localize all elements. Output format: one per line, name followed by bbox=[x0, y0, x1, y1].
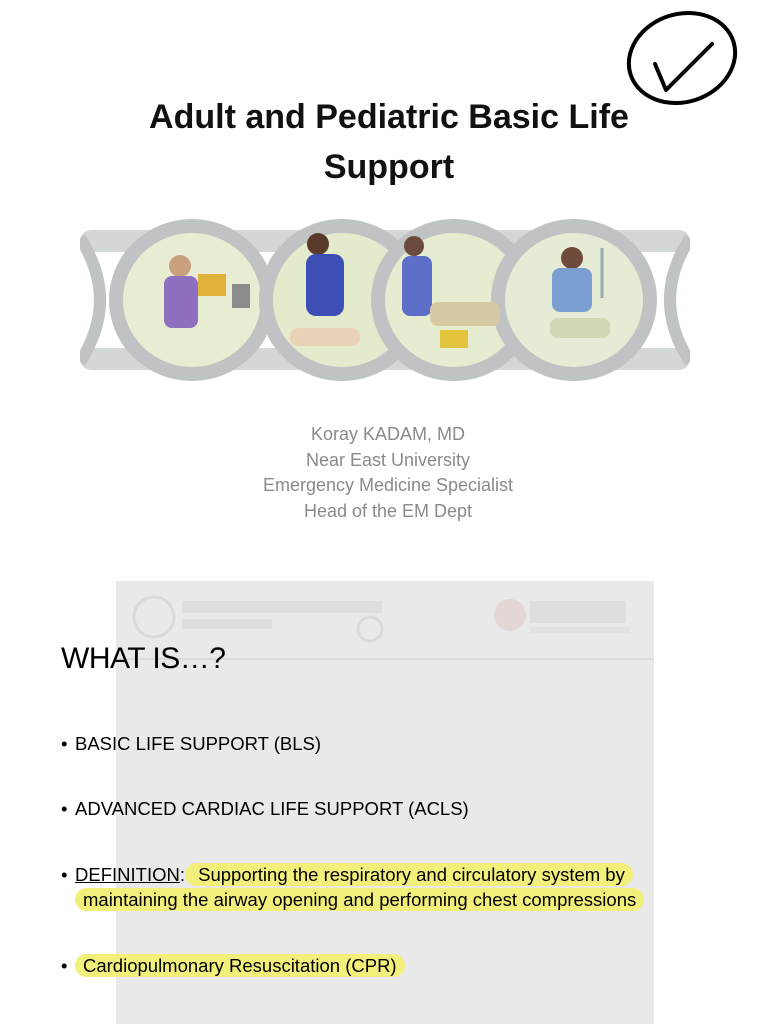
definition-text-highlighted: Supporting the respiratory and circulatory system by maintaining the airway opening and performing chest compressions bbox=[75, 863, 644, 911]
author-position: Head of the EM Dept bbox=[303, 500, 473, 521]
bullet-text: BASIC LIFE SUPPORT (BLS) bbox=[75, 733, 322, 754]
bullet-text: ADVANCED CARDIAC LIFE SUPPORT (ACLS) bbox=[75, 798, 469, 819]
bullet-dot: • bbox=[61, 864, 68, 885]
bullet-acls bbox=[61, 797, 721, 822]
definition-separator: : bbox=[179, 864, 185, 885]
bullet-dot: • bbox=[61, 955, 68, 976]
slide-heading: WHAT IS…? bbox=[61, 642, 226, 675]
definition-label: DEFINITION bbox=[75, 864, 180, 885]
cpr-text-highlighted: Cardiopulmonary Resuscitation (CPR) bbox=[75, 954, 405, 977]
bullet-bls bbox=[61, 732, 721, 757]
bullet-definition bbox=[61, 863, 721, 912]
bullet-cpr bbox=[61, 954, 721, 979]
bullet-dot: • bbox=[61, 733, 68, 754]
slide-title: Adult and Pediatric Basic Life Support bbox=[149, 98, 629, 186]
author-info bbox=[200, 422, 576, 524]
author-name: Koray KADAM, MD bbox=[310, 424, 466, 444]
chain-of-survival-illustration bbox=[80, 218, 690, 387]
bullet-dot: • bbox=[61, 798, 68, 819]
author-university: Near East University bbox=[305, 449, 471, 470]
author-specialty: Emergency Medicine Specialist bbox=[262, 475, 514, 495]
